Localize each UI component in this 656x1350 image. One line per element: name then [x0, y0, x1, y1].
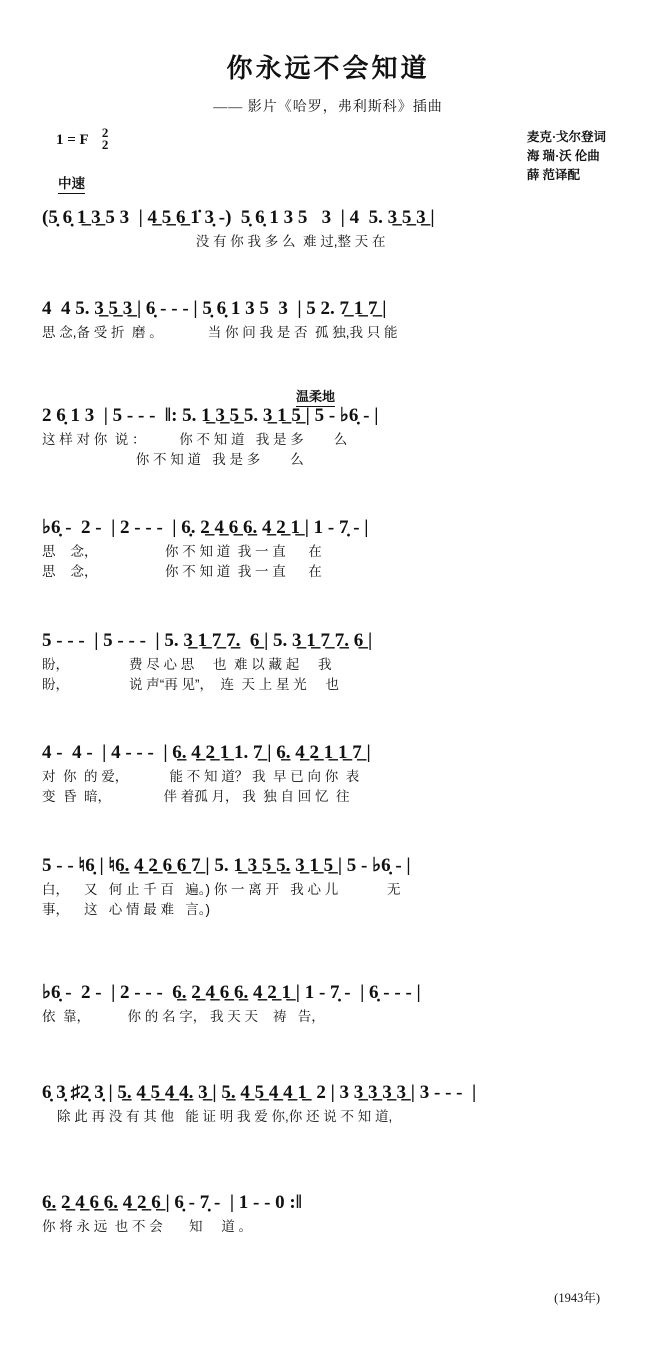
staff-system-4	[42, 515, 616, 583]
notation-line: 5 - - - | 5 - - - | 5. 3̲ 1̲ 7̲ 7̲. 6̲ | 5. 3̲ 1̲ 7̲ 7̲. 6̲ |	[42, 630, 373, 651]
lyric-line: 没 有 你 我 多 么 难 过,整 天 在	[42, 234, 386, 249]
staff-system-5	[42, 628, 616, 696]
tempo-marking: 中速	[58, 172, 85, 194]
time-signature-top: 2	[101, 125, 109, 140]
lyric-line-verse2: 你 不 知 道 我 是 多 么	[42, 452, 304, 467]
notation-line: 6̣ 3̣ ♯2̣ 3̣ | 5̲. 4̲ 5̲ 4̲ 4̲. 3̲ | 5̲. 4̲ 5̲ 4̲ 4̲ 1̲ 2 | 3 3̲ 3̲ 3̲ 3̲ | 3 - - - |	[42, 1082, 477, 1103]
staff-system-3	[42, 403, 616, 471]
page-subtitle: —— 影片《哈罗，弗利斯科》插曲	[213, 100, 443, 115]
lyric-line-verse2: 思 念， 你 不 知 道 我 一 直 在	[42, 564, 322, 579]
lyric-line: 你 将 永 远 也 不 会 知 道 。	[42, 1219, 253, 1234]
year-note: (1943年)	[554, 1291, 600, 1305]
lyric-line-verse2: 变 昏 暗， 伴 着孤 月， 我 独 自 回 忆 往	[42, 789, 350, 804]
staff-system-9	[42, 1080, 616, 1128]
notation-line: ♭6̣ - 2 - | 2 - - - | 6̣. 2̲ 4̲ 6̲ 6̲. 4̲ 2̲ 1̲ | 1 - 7̣ - |	[42, 517, 369, 538]
lyric-line: 思 念,备 受 折 磨 。 当 你 问 我 是 否 孤 独,我 只 能	[42, 325, 398, 340]
lyric-line-verse1: 盼， 费 尽 心 思 也 难 以 藏 起 我	[42, 657, 332, 672]
staff-system-10	[42, 1190, 616, 1238]
notation-line: 4 4 5. 3̲ 5̲ 3̲ | 6̣ - - - | 5̣ 6̣ 1 3 5 3 | 5 2. 7̲ 1̲ 7̲ |	[42, 298, 387, 319]
credit-line-3: 薛 范译配	[526, 168, 580, 182]
notation-line: (5̣ 6̣ 1̲ 3̲ 5 3 | 4̲ 5̲ 6̲ 1̇ 3̣ -) 5̣ 6̣ 1 3 5 3 | 4 5. 3̲ 5̲ 3̲ |	[42, 207, 435, 228]
time-signature-bottom: 2	[101, 137, 109, 153]
notation-line: ♭6̣ - 2 - | 2 - - - 6̲. 2̲ 4̲ 6̲ 6̲. 4̲ 2̲ 1̲ | 1 - 7̣ - | 6̣ - - - |	[42, 982, 421, 1003]
lyric-line-verse1: 思 念， 你 不 知 道 我 一 直 在	[42, 544, 322, 559]
staff-system-1	[42, 205, 616, 253]
lyric-line-verse1: 白， 又 何 止 千 百 遍。) 你 一 离 开 我 心 儿 无	[42, 882, 401, 897]
notation-line: 5 - - ♮6̣ | ♮6̲. 4̲ 2̲ 6̲ 6̲ 7̲ | 5. 1̲ 3̲ 5̲ 5̲. 3̲ 1̲ 5̲ | 5 - ♭6̣ - |	[42, 855, 411, 876]
lyric-line-verse2: 盼， 说 声“再 见”， 连 天 上 星 光 也	[42, 677, 340, 692]
lyric-line: 依 靠， 你 的 名 字， 我 天 天 祷 告，	[42, 1009, 325, 1024]
lyric-line-verse2: 事， 这 心 情 最 难 言。)	[42, 902, 211, 917]
lyric-line: 除 此 再 没 有 其 他 能 证 明 我 爱 你,你 还 说 不 知 道,	[42, 1109, 393, 1124]
key-signature: 1 = F	[56, 131, 89, 148]
staff-system-7	[42, 853, 616, 921]
credits-block	[527, 128, 606, 185]
staff-system-8	[42, 980, 616, 1028]
notation-line: 2 6̣ 1 3 | 5 - - - ‖: 5. 1̲ 3̲ 5̲ 5. 3̲ 1̲ 5̲ | 5 - ♭6̣ - |	[42, 405, 379, 426]
staff-system-6	[42, 740, 616, 808]
page-title: 你永远不会知道	[226, 54, 430, 83]
credit-line-2: 海 瑞·沃 伦曲	[526, 149, 600, 163]
key-signature-block	[56, 125, 109, 153]
time-signature	[102, 127, 109, 152]
notation-line: 6̲. 2̲ 4̲ 6̲ 6̲. 4̲ 2̲ 6̲ | 6̣ - 7̣ - | 1 - - 0 :‖	[42, 1192, 302, 1213]
notation-line: 4 - 4 - | 4 - - - | 6̲. 4̲ 2̲ 1̲ 1. 7̲ | 6̲. 4̲ 2̲ 1̲ 1̲ 7̲ |	[42, 742, 371, 763]
expression-marking: 温柔地	[296, 386, 335, 407]
credit-line-1: 麦克·戈尔登词	[526, 130, 606, 144]
lyric-line-verse1: 这 样 对 你 说 ： 你 不 知 道 我 是 多 么	[42, 432, 348, 447]
staff-system-2	[42, 296, 616, 344]
lyric-line-verse1: 对 你 的 爱， 能 不 知 道？ 我 早 已 向 你 表	[42, 769, 360, 784]
